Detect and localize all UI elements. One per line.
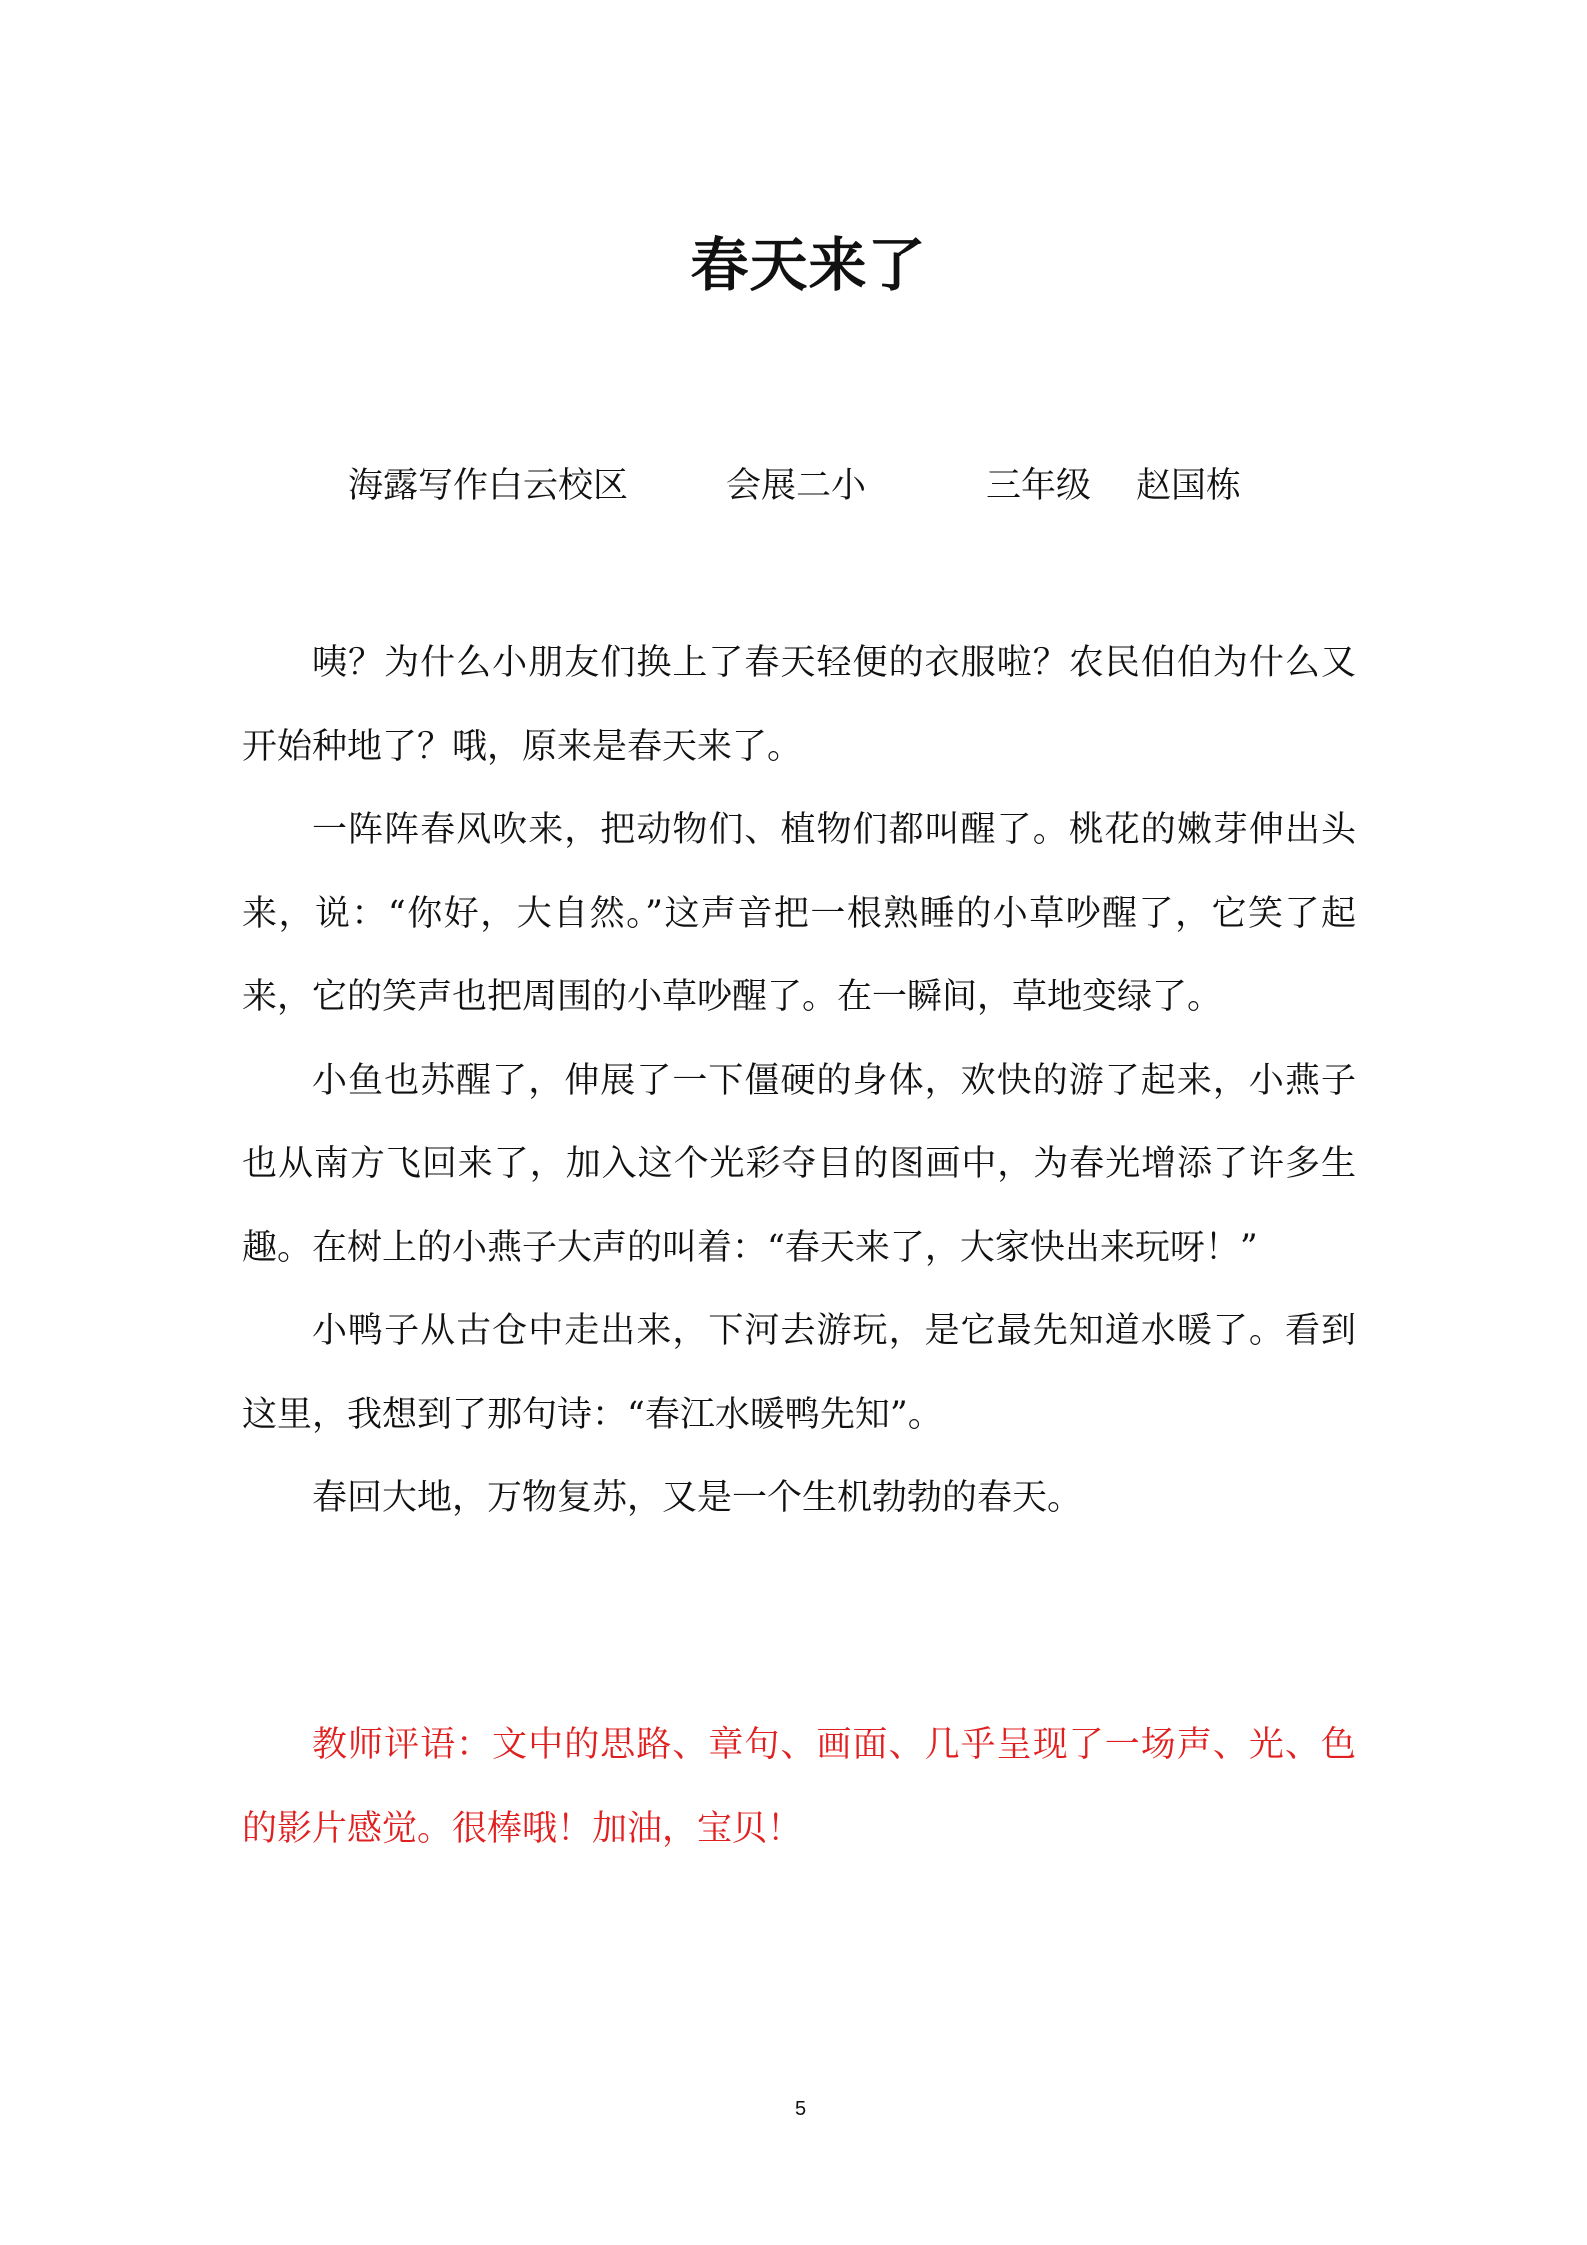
essay-paragraph-4: 小鸭子从古仓中走出来，下河去游玩，是它最先知道水暖了。看到这里，我想到了那句诗：“春江水暖鸭先知”。: [242, 1311, 1356, 1435]
teacher-comment-block: [242, 1704, 1356, 1871]
byline-grade: 三年级: [986, 466, 1092, 506]
essay-paragraph-1: 咦？为什么小朋友们换上了春天轻便的衣服啦？农民伯伯为什么又开始种地了？哦，原来是春天来了。: [242, 643, 1356, 767]
byline-author: 赵国栋: [1136, 466, 1242, 506]
essay-title: 春天来了: [690, 231, 927, 299]
essay-paragraph-5: 春回大地，万物复苏，又是一个生机勃勃的春天。: [312, 1478, 1083, 1518]
byline-branch: 会展二小: [726, 466, 867, 506]
essay-paragraph-3: 小鱼也苏醒了，伸展了一下僵硬的身体，欢快的游了起来，小燕子也从南方飞回来了，加入这个光彩夺目的图画中，为春光增添了许多生趣。在树上的小燕子大声的叫着：“春天来了，大家快出来玩呀！”: [242, 1060, 1356, 1268]
page-number: 5: [794, 2098, 807, 2120]
essay-body: [242, 622, 1356, 1541]
essay-paragraph-2: 一阵阵春风吹来，把动物们、植物们都叫醒了。桃花的嫩芽伸出头来，说：“你好，大自然。”这声音把一根熟睡的小草吵醒了，它笑了起来，它的笑声也把周围的小草吵醒了。在一瞬间，草地变绿了。: [242, 810, 1356, 1017]
teacher-comment: 教师评语：文中的思路、章句、画面、几乎呈现了一场声、光、色的影片感觉。很棒哦！加油，宝贝！: [242, 1725, 1356, 1849]
byline-school: 海露写作白云校区: [348, 466, 629, 506]
